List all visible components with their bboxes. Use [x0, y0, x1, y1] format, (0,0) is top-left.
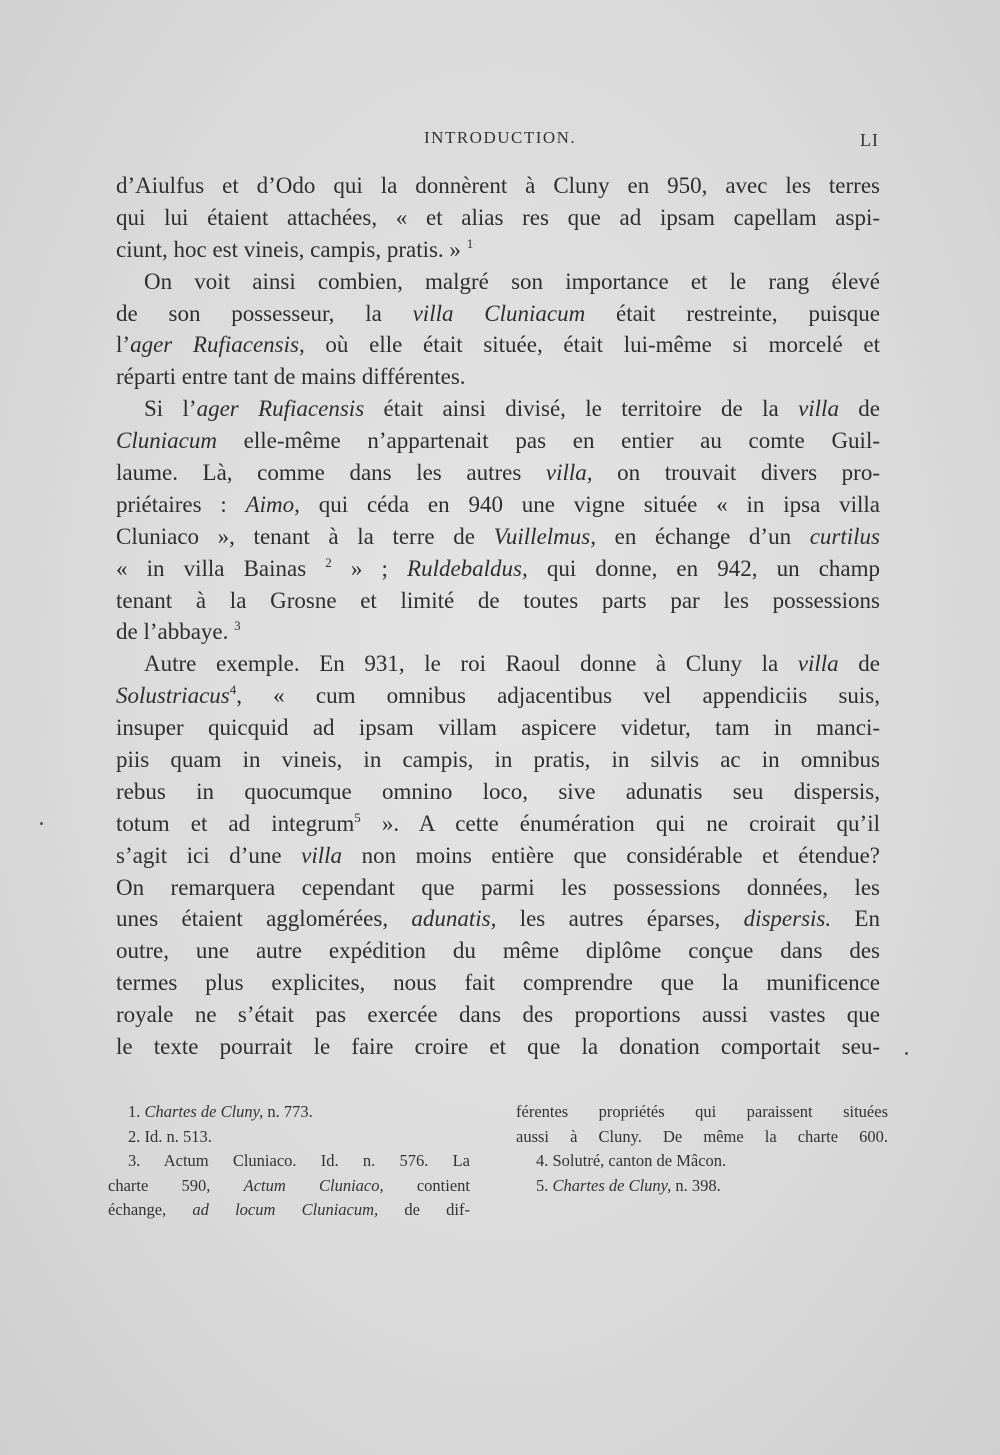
- footnotes-right-column: [516, 1100, 888, 1198]
- text-line: On voit ainsi combien, malgré son importance et le rang élevé: [144, 268, 880, 294]
- text-line: On remarquera cependant que parmi les possessions données, les: [116, 874, 880, 900]
- text-line: royale ne s’était pas exercée dans des proportions aussi vastes que: [116, 1002, 880, 1028]
- footnote-line: échange, ad locum Cluniacum, de dif-: [108, 1200, 470, 1219]
- note-ref: 3: [234, 618, 241, 634]
- text-line: Si l’ager Rufiacensis était ainsi divisé, le territoire de la villa de: [144, 396, 881, 422]
- text-line: réparti entre tant de mains différentes.: [116, 364, 466, 390]
- text-line: Solustriacus$^4$, « cum omnibus adjacentibus vel appendiciis suis,: [116, 682, 880, 709]
- footnote-line: 5. Chartes de Cluny, n. 398.: [536, 1175, 721, 1195]
- text-line: termes plus explicites, nous fait comprendre que la munificence: [116, 970, 880, 996]
- footnote-line: 4. Solutré, canton de Mâcon.: [536, 1151, 727, 1170]
- text-line: « in villa Bainas $^2$ » ; Ruldebaldus, qui donne, en 942, un champ: [116, 554, 881, 581]
- note-ref: 2: [325, 554, 332, 570]
- page-number: LI: [860, 130, 879, 150]
- text-line: rebus in quocumque omnino loco, sive adunatis seu dispersis,: [116, 778, 880, 804]
- note-ref: 5: [354, 809, 361, 825]
- text-line: piis quam in vineis, in campis, in pratis, in silvis ac in omnibus: [116, 747, 880, 773]
- footnote-line: férentes propriétés qui paraissent situées: [516, 1102, 888, 1121]
- footnote-line: charte 590, Actum Cluniaco, contient: [108, 1175, 470, 1195]
- text-line: laume. Là, comme dans les autres villa, on trouvait divers pro-: [116, 460, 880, 486]
- text-line: l’ager Rufiacensis, où elle était située, était lui-même si morcelé et: [116, 332, 880, 358]
- text-line: de l’abbaye. $^3$: [116, 618, 241, 645]
- text-line: de son possesseur, la villa Cluniacum était restreinte, puisque: [116, 300, 880, 326]
- text-line: s’agit ici d’une villa non moins entière que considérable et étendue?: [116, 842, 880, 868]
- text-line: priétaires : Aimo, qui céda en 940 une vigne située « in ipsa villa: [116, 491, 880, 517]
- footnote-line: aussi à Cluny. De même la charte 600.: [516, 1126, 888, 1146]
- text-line: Cluniacum elle-même n’appartenait pas en entier au comte Guil-: [116, 428, 880, 454]
- running-head: [0, 128, 1000, 158]
- text-line: tenant à la Grosne et limité de toutes parts par les possessions: [116, 587, 880, 613]
- text-line: le texte pourrait le faire croire et que la donation comportait seu-: [116, 1034, 880, 1060]
- footnote-line: 3. Actum Cluniaco. Id. n. 576. La: [128, 1151, 470, 1170]
- text-line: outre, une autre expédition du même diplôme conçue dans des: [116, 938, 880, 964]
- footnote-line: 2. Id. n. 513.: [128, 1126, 212, 1146]
- text-line: qui lui étaient attachées, « et alias res que ad ipsam capellam aspi-: [116, 204, 880, 230]
- footnote-line: 1. Chartes de Cluny, n. 773.: [128, 1102, 313, 1121]
- text-line: totum et ad integrum$^5$ ». A cette énumération qui ne croirait qu’il: [116, 809, 880, 836]
- text-line: d’Aiulfus et d’Odo qui la donnèrent à Cluny en 950, avec les terres: [116, 173, 880, 198]
- text-line: unes étaient agglomérées, adunatis, les autres éparses, dispersis. En: [116, 906, 880, 932]
- text-line: insuper quicquid ad ipsam villam aspicere videtur, tam in manci-: [116, 715, 880, 741]
- note-ref: 1: [466, 235, 474, 251]
- paper-speck: [40, 822, 43, 825]
- footnotes-left-column: [108, 1100, 470, 1223]
- text-line: ciunt, hoc est vineis, campis, pratis. » $^1$: [116, 235, 474, 262]
- running-title: INTRODUCTION.: [424, 128, 577, 147]
- note-ref: 4: [229, 682, 237, 698]
- paper-speck: [905, 1052, 908, 1055]
- text-line: Autre exemple. En 931, le roi Raoul donne à Cluny la villa de: [144, 651, 880, 677]
- text-line: Cluniaco », tenant à la terre de Vuillelmus, en échange d’un curtilus: [116, 523, 880, 549]
- body-text: [116, 170, 880, 1063]
